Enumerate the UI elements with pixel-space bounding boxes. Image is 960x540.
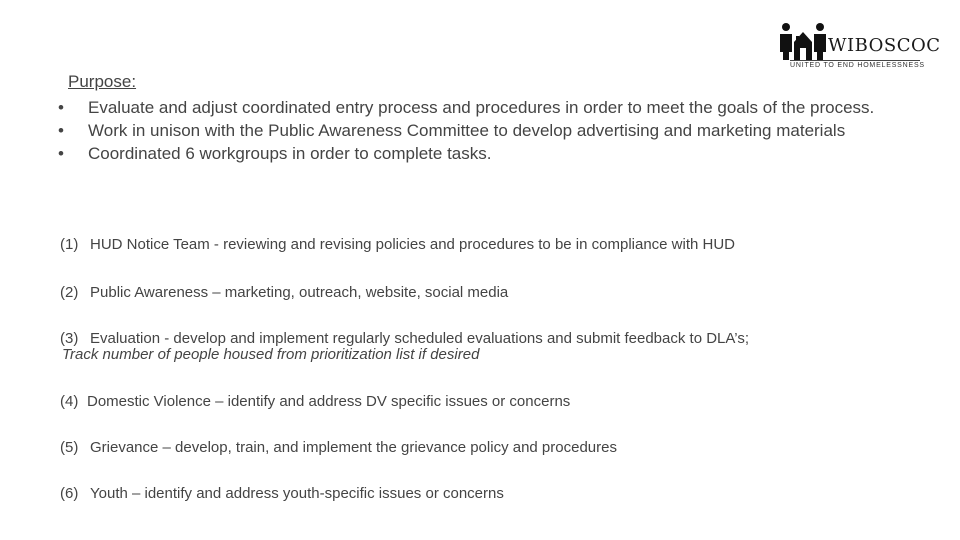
workgroup-number: (1) [60,236,79,253]
workgroup-note: Track number of people housed from prioritization list if desired [62,346,480,363]
bullet-dot-icon: • [58,144,64,163]
workgroup-item [60,284,508,301]
bullet-dot-icon: • [58,121,64,140]
purpose-bullet [56,96,896,119]
workgroup-number: (6) [60,485,79,502]
workgroup-item [60,330,749,347]
purpose-heading: Purpose: [68,72,137,91]
purpose-bullet [56,119,896,142]
workgroup-number: (4) [60,393,79,410]
purpose-bullet-text: Coordinated 6 workgroups in order to complete tasks. [88,144,492,163]
workgroup-item [60,439,617,456]
purpose-bullet-text: Work in unison with the Public Awareness Committee to develop advertising and marketing materials [88,121,846,140]
people-house-icon [776,22,832,62]
workgroup-number: (2) [60,284,79,301]
workgroup-text: Domestic Violence – identify and address DV specific issues or concerns [87,393,571,410]
bullet-dot-icon: • [58,98,64,117]
workgroup-item [60,485,504,502]
purpose-bullet-list [56,96,896,165]
workgroup-text: Evaluation - develop and implement regularly scheduled evaluations and submit feedback to DLA’s; [90,330,750,347]
logo-divider [790,60,920,61]
logo-name: WIBOSCOC [828,35,941,56]
purpose-bullet [56,142,896,165]
workgroup-item [60,393,570,410]
workgroup-text: Youth – identify and address youth-specific issues or concerns [90,485,504,502]
workgroup-text: Grievance – develop, train, and implement the grievance policy and procedures [90,439,617,456]
purpose-bullet-text: Evaluate and adjust coordinated entry process and procedures in order to meet the goals of the process. [88,98,875,117]
workgroup-text: HUD Notice Team - reviewing and revising policies and procedures to be in compliance with HUD [90,236,736,253]
logo-tagline: UNITED TO END HOMELESSNESS [790,62,925,69]
workgroup-item [60,236,735,253]
workgroup-text: Public Awareness – marketing, outreach, website, social media [90,284,509,301]
workgroup-number: (3) [60,330,79,347]
workgroup-number: (5) [60,439,79,456]
logo [776,22,941,74]
